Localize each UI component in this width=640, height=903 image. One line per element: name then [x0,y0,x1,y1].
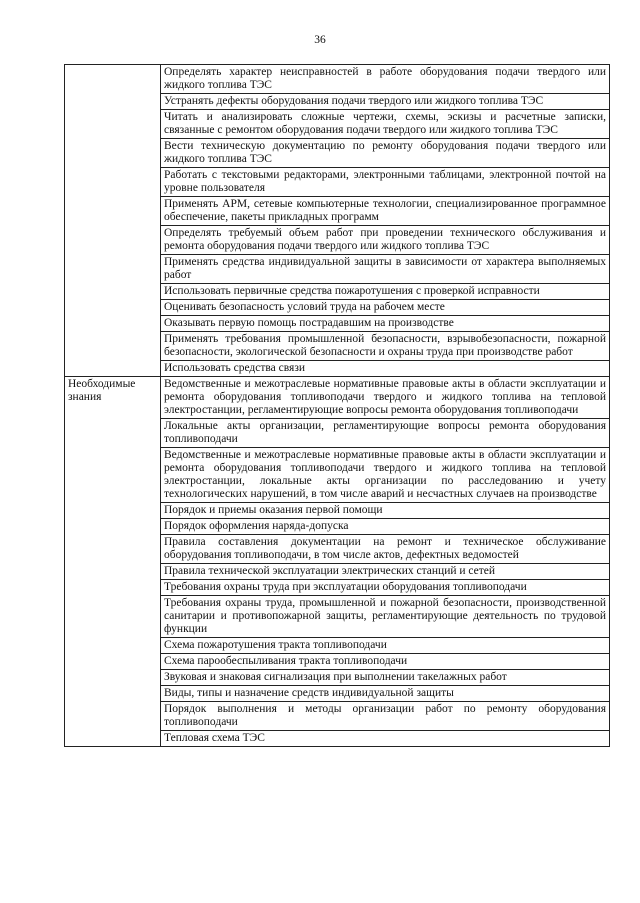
skill-item: Оценивать безопасность условий труда на рабочем месте [161,300,610,316]
skill-item: Определять характер неисправностей в работе оборудования подачи твердого или жидкого топлива ТЭС [161,65,610,94]
knowledge-item: Требования охраны труда при эксплуатации оборудования топливоподачи [161,580,610,596]
table-row [65,65,610,94]
knowledge-item: Правила технической эксплуатации электрических станций и сетей [161,564,610,580]
skill-item: Применять АРМ, сетевые компьютерные технологии, специализированное программное обеспечение, пакеты прикладных программ [161,197,610,226]
skill-item: Использовать средства связи [161,361,610,377]
skill-item: Определять требуемый объем работ при проведении технического обслуживания и ремонта оборудования подачи твердого или жидкого топлива ТЭС [161,226,610,255]
skills-section-label [65,65,161,377]
skill-item: Применять средства индивидуальной защиты в зависимости от характера выполняемых работ [161,255,610,284]
requirements-table-body [65,65,610,747]
knowledge-section-label: Необходимые знания [65,377,161,747]
knowledge-item: Ведомственные и межотраслевые нормативные правовые акты в области эксплуатации и ремонта оборудования топливоподачи твердого и жидкого топлива на тепловой электростанции, регламентирующие вопросы ремонта оборудования топливоподачи [161,377,610,419]
table-row [65,377,610,419]
skill-item: Устранять дефекты оборудования подачи твердого или жидкого топлива ТЭС [161,94,610,110]
knowledge-item: Ведомственные и межотраслевые нормативные правовые акты в области эксплуатации и ремонта оборудования топливоподачи твердого и жидкого топлива на тепловой электростанции, локальные акты организации по расследованию и учету технологических нарушений, в том числе аварий и несчастных случаев на производстве [161,448,610,503]
skill-item: Вести техническую документацию по ремонту оборудования подачи твердого или жидкого топлива ТЭС [161,139,610,168]
knowledge-item: Требования охраны труда, промышленной и пожарной безопасности, производственной санитарии и противопожарной защиты, регламентирующие деятельность по трудовой функции [161,596,610,638]
knowledge-item: Локальные акты организации, регламентирующие вопросы ремонта оборудования топливоподачи [161,419,610,448]
knowledge-item: Схема парообеспыливания тракта топливоподачи [161,654,610,670]
skill-item: Использовать первичные средства пожаротушения с проверкой исправности [161,284,610,300]
knowledge-item: Правила составления документации на ремонт и техническое обслуживание оборудования топливоподачи, в том числе актов, дефектных ведомостей [161,535,610,564]
requirements-table [64,64,610,747]
skill-item: Оказывать первую помощь пострадавшим на производстве [161,316,610,332]
knowledge-item: Тепловая схема ТЭС [161,731,610,747]
knowledge-item: Звуковая и знаковая сигнализация при выполнении такелажных работ [161,670,610,686]
knowledge-item: Порядок оформления наряда-допуска [161,519,610,535]
skill-item: Применять требования промышленной безопасности, взрывобезопасности, пожарной безопасности, экологической безопасности и охраны труда при производстве работ [161,332,610,361]
knowledge-item: Виды, типы и назначение средств индивидуальной защиты [161,686,610,702]
knowledge-item: Схема пожаротушения тракта топливоподачи [161,638,610,654]
skill-item: Читать и анализировать сложные чертежи, схемы, эскизы и расчетные записки, связанные с ремонтом оборудования подачи твердого или жидкого топлива ТЭС [161,110,610,139]
knowledge-item: Порядок выполнения и методы организации работ по ремонту оборудования топливоподачи [161,702,610,731]
page-number: 36 [314,34,326,46]
skill-item: Работать с текстовыми редакторами, электронными таблицами, электронной почтой на уровне пользователя [161,168,610,197]
knowledge-item: Порядок и приемы оказания первой помощи [161,503,610,519]
